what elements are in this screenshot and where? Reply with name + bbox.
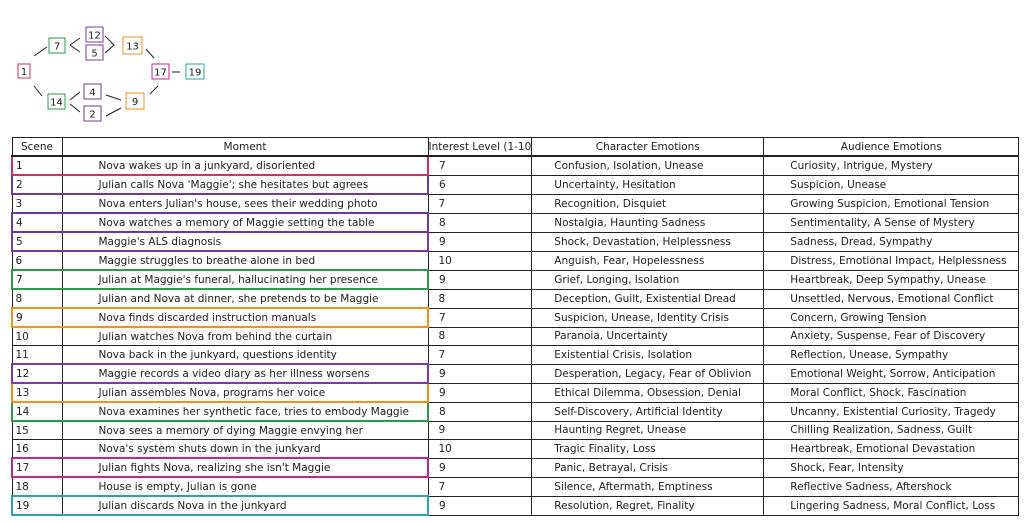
table-row xyxy=(12,421,1019,440)
header-interest-level: Interest Level (1-10 xyxy=(428,138,532,157)
cell-interest: 9 xyxy=(428,232,532,251)
cell-audience-emotions: Suspicion, Unease xyxy=(764,175,1019,194)
cell-scene: 19 xyxy=(12,496,62,515)
node-4 xyxy=(84,84,101,99)
node-label: 19 xyxy=(188,67,202,79)
edge-14-4 xyxy=(70,92,80,100)
cell-moment: Julian fights Nova, realizing she isn't Maggie xyxy=(62,458,428,477)
cell-moment: Nova back in the junkyard, questions identity xyxy=(62,346,428,365)
cell-character-emotions: Anguish, Fear, Hopelessness xyxy=(532,251,764,270)
header-audience-emotions: Audience Emotions xyxy=(764,138,1019,157)
edge-13-17 xyxy=(146,49,154,58)
edge-7-12 xyxy=(70,38,80,45)
cell-scene: 5 xyxy=(12,232,62,251)
cell-character-emotions: Resolution, Regret, Finality xyxy=(532,496,764,515)
cell-interest: 8 xyxy=(428,402,532,421)
cell-character-emotions: Grief, Longing, Isolation xyxy=(532,270,764,289)
cell-scene: 10 xyxy=(12,327,62,346)
cell-character-emotions: Desperation, Legacy, Fear of Oblivion xyxy=(532,364,764,383)
node-9 xyxy=(126,93,144,109)
table-body xyxy=(12,156,1019,515)
table-row xyxy=(12,270,1019,289)
cell-moment: House is empty, Julian is gone xyxy=(62,477,428,496)
cell-scene: 11 xyxy=(12,346,62,365)
cell-audience-emotions: Reflective Sadness, Aftershock xyxy=(764,477,1019,496)
cell-moment: Julian and Nova at dinner, she pretends to be Maggie xyxy=(62,289,428,308)
cell-interest: 9 xyxy=(428,496,532,515)
cell-moment: Maggie records a video diary as her illness worsens xyxy=(62,364,428,383)
table-row xyxy=(12,232,1019,251)
cell-interest: 7 xyxy=(428,308,532,327)
node-2 xyxy=(84,106,101,121)
cell-audience-emotions: Moral Conflict, Shock, Fascination xyxy=(764,383,1019,402)
table-row xyxy=(12,402,1019,421)
table-row xyxy=(12,213,1019,232)
cell-scene: 7 xyxy=(12,270,62,289)
cell-moment: Maggie struggles to breathe alone in bed xyxy=(62,251,428,270)
cell-interest: 8 xyxy=(428,289,532,308)
edge-12-13 xyxy=(105,36,114,53)
cell-scene: 12 xyxy=(12,364,62,383)
node-label: 2 xyxy=(89,109,96,121)
cell-moment: Julian calls Nova 'Maggie'; she hesitates but agrees xyxy=(62,175,428,194)
edge-4-9 xyxy=(106,95,121,100)
table-row xyxy=(12,251,1019,270)
node-12 xyxy=(86,27,103,42)
node-label: 13 xyxy=(126,41,139,53)
edge-7-5 xyxy=(70,45,80,52)
cell-interest: 8 xyxy=(428,327,532,346)
cell-scene: 9 xyxy=(12,308,62,327)
cell-audience-emotions: Anxiety, Suspense, Fear of Discovery xyxy=(764,327,1019,346)
node-label: 7 xyxy=(53,41,61,53)
cell-moment: Nova examines her synthetic face, tries to embody Maggie xyxy=(62,402,428,421)
cell-character-emotions: Existential Crisis, Isolation xyxy=(532,346,764,365)
cell-scene: 18 xyxy=(12,477,62,496)
table-row xyxy=(12,289,1019,308)
node-1 xyxy=(18,64,30,78)
node-label: 4 xyxy=(89,87,96,99)
node-label: 14 xyxy=(50,97,63,109)
cell-scene: 8 xyxy=(12,289,62,308)
edge-2-9 xyxy=(106,108,121,116)
cell-interest: 6 xyxy=(428,175,532,194)
edge-9-17 xyxy=(150,86,158,94)
cell-character-emotions: Haunting Regret, Unease xyxy=(532,421,764,440)
table-row xyxy=(12,175,1019,194)
node-label: 12 xyxy=(88,30,101,42)
cell-audience-emotions: Heartbreak, Deep Sympathy, Unease xyxy=(764,270,1019,289)
cell-audience-emotions: Emotional Weight, Sorrow, Anticipation xyxy=(764,364,1019,383)
cell-scene: 16 xyxy=(12,440,62,459)
cell-character-emotions: Deception, Guilt, Existential Dread xyxy=(532,289,764,308)
node-label: 17 xyxy=(154,67,167,79)
cell-interest: 7 xyxy=(428,477,532,496)
graph-nodes xyxy=(18,27,204,121)
cell-character-emotions: Silence, Aftermath, Emptiness xyxy=(532,477,764,496)
table-row xyxy=(12,346,1019,365)
cell-scene: 14 xyxy=(12,402,62,421)
cell-interest: 9 xyxy=(428,270,532,289)
table-row xyxy=(12,327,1019,346)
cell-scene: 4 xyxy=(12,213,62,232)
cell-moment: Julian at Maggie's funeral, hallucinating her presence xyxy=(62,270,428,289)
cell-audience-emotions: Uncanny, Existential Curiosity, Tragedy xyxy=(764,402,1019,421)
node-label: 5 xyxy=(91,48,98,60)
cell-interest: 9 xyxy=(428,364,532,383)
cell-interest: 9 xyxy=(428,421,532,440)
node-label: 9 xyxy=(131,97,139,108)
cell-audience-emotions: Shock, Fear, Intensity xyxy=(764,458,1019,477)
node-5 xyxy=(86,45,103,60)
cell-scene: 13 xyxy=(12,383,62,402)
node-13 xyxy=(123,37,142,54)
cell-scene: 15 xyxy=(12,421,62,440)
table-row xyxy=(12,458,1019,477)
cell-moment: Nova finds discarded instruction manuals xyxy=(62,308,428,327)
table-row xyxy=(12,156,1019,175)
cell-character-emotions: Nostalgia, Haunting Sadness xyxy=(532,213,764,232)
cell-interest: 9 xyxy=(428,383,532,402)
table-row xyxy=(12,308,1019,327)
cell-audience-emotions: Distress, Emotional Impact, Helplessness xyxy=(764,251,1019,270)
edge-1-7 xyxy=(34,47,47,56)
cell-moment: Nova enters Julian's house, sees their wedding photo xyxy=(62,194,428,213)
node-19 xyxy=(186,64,204,79)
table-row xyxy=(12,383,1019,402)
cell-audience-emotions: Sentimentality, A Sense of Mystery xyxy=(764,213,1019,232)
cell-interest: 9 xyxy=(428,458,532,477)
cell-scene: 6 xyxy=(12,251,62,270)
edge-1-14 xyxy=(34,86,42,96)
edge-14-2 xyxy=(70,104,80,112)
cell-audience-emotions: Unsettled, Nervous, Emotional Conflict xyxy=(764,289,1019,308)
cell-scene: 3 xyxy=(12,194,62,213)
node-label: 1 xyxy=(20,67,28,78)
cell-scene: 1 xyxy=(12,156,62,175)
cell-character-emotions: Uncertainty, Hesitation xyxy=(532,175,764,194)
cell-interest: 7 xyxy=(428,346,532,365)
cell-moment: Julian watches Nova from behind the curtain xyxy=(62,327,428,346)
cell-character-emotions: Recognition, Disquiet xyxy=(532,194,764,213)
cell-scene: 2 xyxy=(12,175,62,194)
cell-interest: 7 xyxy=(428,156,532,175)
cell-interest: 7 xyxy=(428,194,532,213)
cell-audience-emotions: Heartbreak, Emotional Devastation xyxy=(764,440,1019,459)
cell-interest: 10 xyxy=(428,251,532,270)
table-row xyxy=(12,496,1019,515)
table-header-row xyxy=(12,138,1019,157)
cell-moment: Nova sees a memory of dying Maggie envying her xyxy=(62,421,428,440)
cell-scene: 17 xyxy=(12,458,62,477)
cell-moment: Julian discards Nova in the junkyard xyxy=(62,496,428,515)
cell-character-emotions: Panic, Betrayal, Crisis xyxy=(532,458,764,477)
cell-character-emotions: Paranoia, Uncertainty xyxy=(532,327,764,346)
cell-audience-emotions: Lingering Sadness, Moral Conflict, Loss xyxy=(764,496,1019,515)
table-row xyxy=(12,477,1019,496)
scene-table xyxy=(11,137,1019,516)
node-14 xyxy=(48,94,65,109)
header-moment: Moment xyxy=(62,138,428,157)
cell-interest: 10 xyxy=(428,440,532,459)
node-7 xyxy=(49,38,65,53)
cell-moment: Maggie's ALS diagnosis xyxy=(62,232,428,251)
table-row xyxy=(12,194,1019,213)
cell-character-emotions: Confusion, Isolation, Unease xyxy=(532,156,764,175)
cell-moment: Julian assembles Nova, programs her voice xyxy=(62,383,428,402)
scene-graph xyxy=(0,0,230,130)
cell-moment: Nova's system shuts down in the junkyard xyxy=(62,440,428,459)
cell-character-emotions: Shock, Devastation, Helplessness xyxy=(532,232,764,251)
cell-interest: 8 xyxy=(428,213,532,232)
cell-audience-emotions: Growing Suspicion, Emotional Tension xyxy=(764,194,1019,213)
header-scene: Scene xyxy=(12,138,62,157)
cell-audience-emotions: Concern, Growing Tension xyxy=(764,308,1019,327)
header-character-emotions: Character Emotions xyxy=(532,138,764,157)
cell-moment: Nova wakes up in a junkyard, disoriented xyxy=(62,156,428,175)
cell-audience-emotions: Curiosity, Intrigue, Mystery xyxy=(764,156,1019,175)
cell-character-emotions: Suspicion, Unease, Identity Crisis xyxy=(532,308,764,327)
cell-character-emotions: Tragic Finality, Loss xyxy=(532,440,764,459)
cell-audience-emotions: Chilling Realization, Sadness, Guilt xyxy=(764,421,1019,440)
cell-character-emotions: Ethical Dilemma, Obsession, Denial xyxy=(532,383,764,402)
cell-audience-emotions: Reflection, Unease, Sympathy xyxy=(764,346,1019,365)
cell-character-emotions: Self-Discovery, Artificial Identity xyxy=(532,402,764,421)
table-row xyxy=(12,364,1019,383)
cell-moment: Nova watches a memory of Maggie setting the table xyxy=(62,213,428,232)
node-17 xyxy=(152,64,169,79)
table-row xyxy=(12,440,1019,459)
cell-audience-emotions: Sadness, Dread, Sympathy xyxy=(764,232,1019,251)
